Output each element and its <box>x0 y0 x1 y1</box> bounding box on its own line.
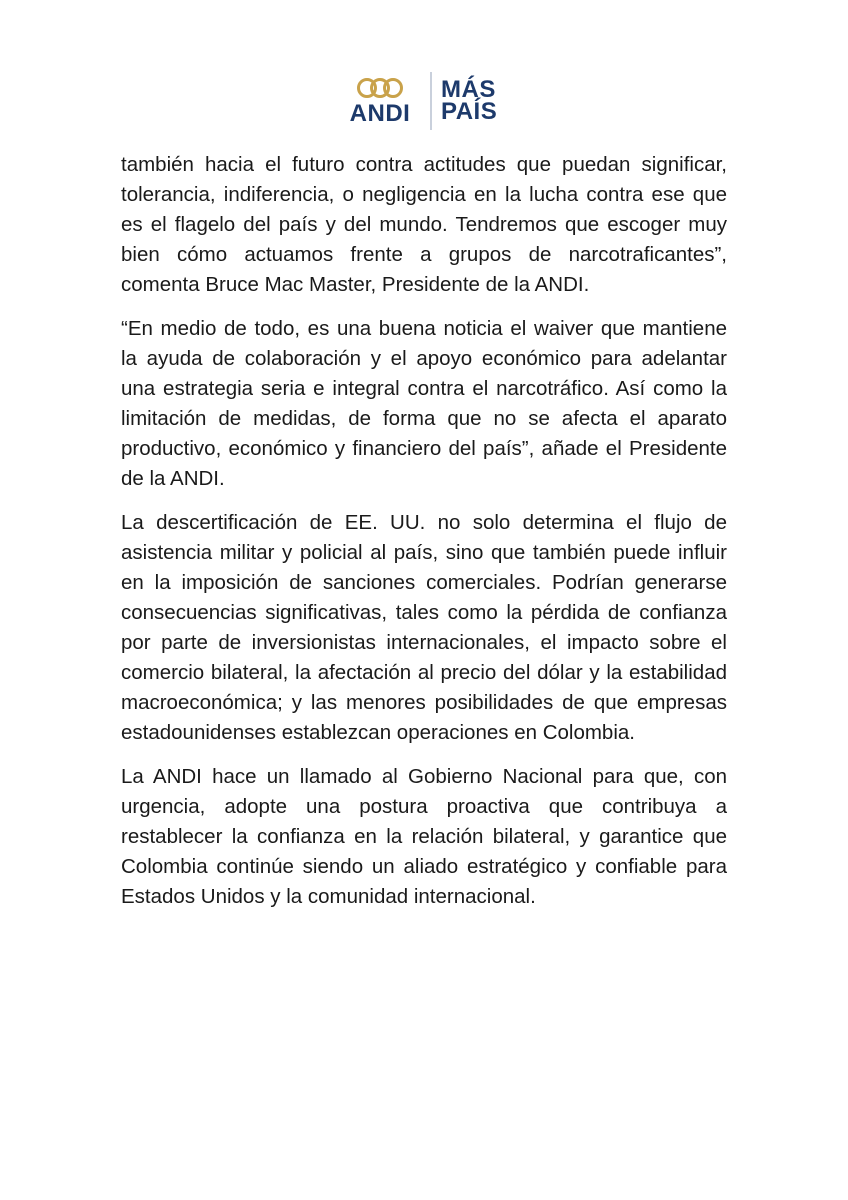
andi-logo <box>342 76 418 128</box>
mas-pais-logo <box>441 76 511 129</box>
paragraph-4: La ANDI hace un llamado al Gobierno Nacional para que, con urgencia, adopte una postura proactiva que contribuya a restablecer la confianza en la relación bilateral, y garantice que Colombia continúe siendo un aliado estratégico y confiable para Estados Unidos y la comunidad internacional. <box>121 765 727 908</box>
document-header <box>0 72 848 132</box>
paragraph-1: también hacia el futuro contra actitudes que puedan significar, tolerancia, indiferencia, o negligencia en la lucha contra ese que es el flagelo del país y del mundo. Tendremos que escoger muy bien cómo actuamos frente a grupos de narcotraficantes”, comenta Bruce Mac Master, Presidente de la ANDI. <box>121 153 727 296</box>
paragraph-3: La descertificación de EE. UU. no solo determina el flujo de asistencia militar y policial al país, sino que también puede influir en la imposición de sanciones comerciales. Podrían generarse consecuencias significativas, tales como la pérdida de confianza por parte de inversionistas internacionales, el impacto sobre el comercio bilateral, la afectación al precio del dólar y la estabilidad macroeconómica; y las menores posibilidades de que empresas estadounidenses establezcan operaciones en Colombia. <box>121 511 727 744</box>
mas-pais-line-2: PAÍS <box>441 98 498 125</box>
andi-logo-text: ANDI <box>349 100 411 127</box>
andi-rings-icon <box>356 76 404 100</box>
document-body <box>121 150 727 926</box>
logo-divider <box>430 72 432 130</box>
mas-pais-line-1: MÁS <box>441 76 496 103</box>
paragraph-2: “En medio de todo, es una buena noticia el waiver que mantiene la ayuda de colaboración y el apoyo económico para adelantar una estrategia seria e integral contra el narcotráfico. Así como la limitación de medidas, de forma que no se afecta el aparato productivo, económico y financiero del país”, añade el Presidente de la ANDI. <box>121 317 727 490</box>
